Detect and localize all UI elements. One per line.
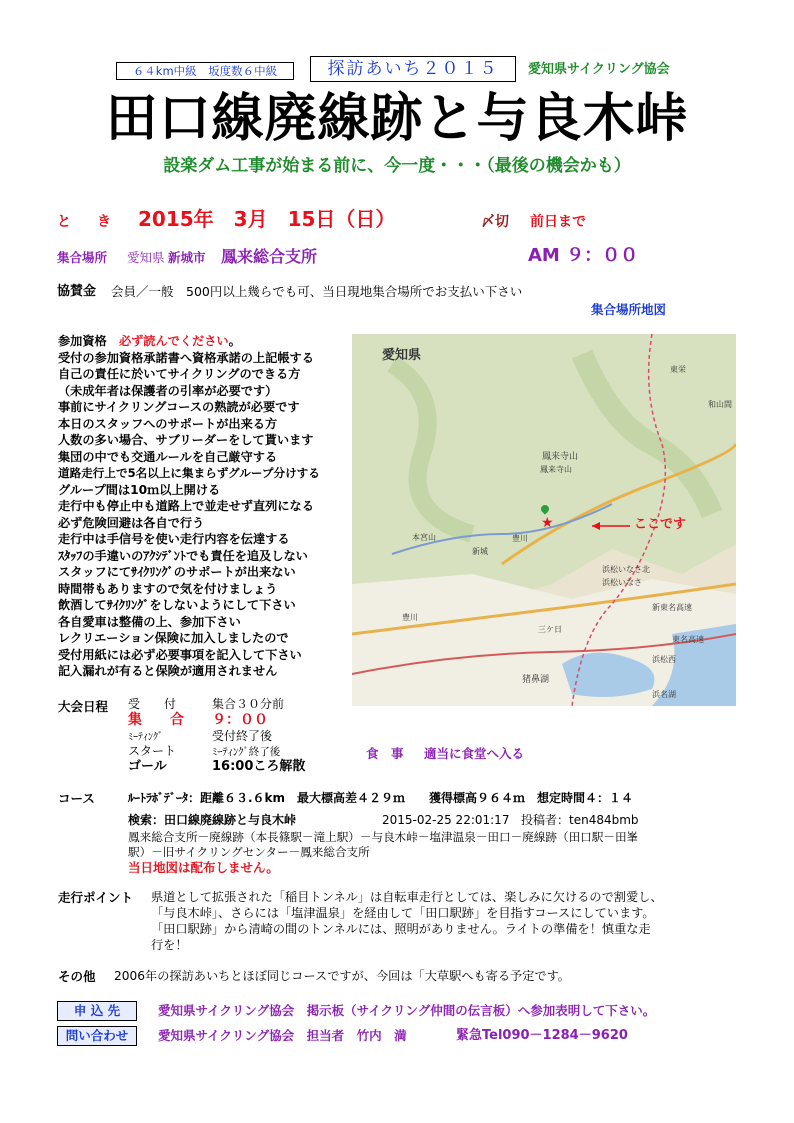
- eligibility-label: 参加資格: [58, 334, 107, 348]
- rule-line: レクリエーション保険に加入しましたので: [58, 631, 289, 645]
- rule-line: 受付の参加資格承諾書へ資格承諾の上記帳する: [58, 350, 314, 365]
- rule-line: グループ間は10ｍ以上開ける: [58, 482, 221, 497]
- map-prefecture-label: 愛知県: [382, 348, 422, 363]
- rule-line: 自己の責任に於いてサイクリングのできる方: [58, 367, 301, 381]
- meeting-map[interactable]: [352, 334, 736, 706]
- map-place-label: 東栄: [670, 365, 686, 374]
- schedule-item-name: ﾐｰﾃｨﾝｸﾞ: [128, 732, 163, 743]
- schedule-item-name: ゴール: [128, 759, 167, 774]
- rule-line: 受付用紙には必ず必要事項を記入して下さい: [58, 647, 302, 662]
- map-place-label: 浜松いなさ北: [602, 565, 650, 574]
- map-place-label: 和山間: [708, 400, 732, 409]
- course-search: 検索：田口線廃線跡と与良木峠: [128, 813, 297, 827]
- series-title: 探訪あいち２０１５: [310, 56, 516, 82]
- rule-line: 道路走行上で5名以上に集まらずグループ分けする: [58, 466, 320, 480]
- schedule-item-name: 集 合: [128, 712, 184, 728]
- meeting-label: 集合場所: [57, 250, 108, 265]
- points-line: 県道として拡張された「稲目トンネル」は自転車走行としては、楽しみに欠けるので割愛し、: [151, 890, 663, 904]
- map-place-label: 本宮山: [412, 533, 436, 542]
- rule-line: 走行中も停止中も道路上で並走せず直列になる: [58, 499, 314, 513]
- schedule-row: [128, 697, 348, 712]
- fee-text: 会員／一般 500円以上幾らでも可、当日現地集合場所でお支払い下さい: [111, 284, 523, 299]
- meal-label: 食 事: [366, 746, 404, 761]
- rule-line: 各自愛車は整備の上、参加下さい: [58, 614, 241, 629]
- meal-value: 適当に食堂へ入る: [424, 746, 525, 761]
- rule-line: 人数の多い場合、サブリーダーをして貰います: [58, 433, 314, 447]
- eligibility-section: [58, 333, 350, 680]
- map-place-label: 浜名湖: [652, 690, 676, 699]
- eligibility-heading: [58, 333, 350, 350]
- schedule-item-value: 受付終了後: [212, 729, 273, 743]
- main-title: 田口線廃線跡と与良木峠: [105, 89, 689, 149]
- rule-line: 事前にサイクリングコースの熟読が必要です: [58, 400, 300, 414]
- other-label: その他: [58, 969, 96, 984]
- map-caption: 集合場所地図: [591, 302, 667, 317]
- course-label: コース: [58, 791, 95, 806]
- schedule-item-value: ９：００: [212, 712, 268, 728]
- meeting-place: 鳳来総合支所: [221, 247, 318, 266]
- apply-label: 申 込 先: [57, 1001, 137, 1021]
- date-label: と き: [57, 214, 117, 230]
- deadline-label: 〆切: [481, 214, 509, 230]
- map-star-icon: ★: [541, 515, 554, 531]
- deadline-value: 前日まで: [530, 214, 586, 230]
- schedule-item-name: 受 付: [128, 697, 177, 711]
- association-name: 愛知県サイクリング協会: [528, 62, 670, 77]
- course-route-line: 駅）－旧サイクリングセンター－鳳来総合支所: [128, 845, 370, 859]
- meeting-prefecture: 愛知県: [127, 250, 165, 265]
- no-map-note: 当日地図は配布しません。: [128, 860, 279, 875]
- course-route-line: 鳳来総合支所－廃線跡（本長篠駅－滝上駅）－与良木峠－塩津温泉－田口－廃線跡（田口駅－田峯: [128, 830, 639, 844]
- points-label: 走行ポイント: [58, 890, 134, 905]
- map-arrow-label: ここです: [634, 517, 687, 532]
- course-stats: ﾙｰﾄﾗﾎﾞﾃﾞｰﾀ：距離６３.６km 最大標高差４２９ｍ 獲得標高９６４ｍ 想定時間４：１４: [128, 791, 634, 805]
- subtitle: 設楽ダム工事が始まる前に、今一度・・・（最後の機会かも）: [163, 156, 631, 176]
- points-line: 行を！: [151, 938, 188, 952]
- schedule-label: 大会日程: [58, 699, 109, 714]
- rule-line: 走行中は手信号を使い走行内容を伝達する: [58, 532, 290, 546]
- map-place-label: 新東名高速: [652, 603, 692, 612]
- schedule-row: [128, 759, 348, 775]
- map-place-label: 鳳来寺山: [542, 452, 579, 462]
- rule-line: 集団の中でも交通ルールを自己厳守する: [58, 449, 278, 464]
- meeting-time: AM ９：００: [528, 245, 639, 266]
- meeting-city: 新城市: [168, 250, 206, 265]
- contact-text: 愛知県サイクリング協会 担当者 竹内 満: [158, 1028, 407, 1043]
- points-line: 「与良木峠」、さらには「塩津温泉」を経由して「田口駅跡」を目指すコースにしています。: [151, 906, 655, 920]
- rule-line: スタッフにてｻｲｸﾘﾝｸﾞのサポートが出来ない: [58, 565, 296, 579]
- contact-phone: 緊急Tel090－1284－9620: [456, 1028, 628, 1043]
- rule-line: ｽﾀｯﾌの手違いのｱｸｼﾃﾞﾝﾄでも責任を追及しない: [58, 548, 308, 563]
- schedule-item-value: 集合３０分前: [212, 697, 285, 711]
- map-place-label: 東名高速: [672, 635, 704, 644]
- map-place-label: 三ケ日: [538, 625, 562, 634]
- rule-line: 必ず危険回避は各自で行う: [58, 515, 205, 530]
- rule-line: （未成年者は保護者の引率が必要です）: [58, 383, 278, 398]
- rule-line: 飲酒してｻｲｸﾘﾝｸﾞをしないようにして下さい: [58, 598, 296, 612]
- map-place-label: 新城: [472, 547, 488, 556]
- rule-line: 時間帯もありますので気を付けましょう: [58, 581, 278, 596]
- schedule-row: [128, 729, 348, 744]
- course-poster: 投稿者：ten484bmb: [521, 813, 639, 827]
- map-place-label: 浜松いなさ: [602, 578, 642, 587]
- map-place-label: 豊川: [402, 613, 418, 622]
- must-read-note: 必ず読んでください: [118, 334, 229, 348]
- schedule-item-value: ﾐｰﾃｨﾝｸﾞ終了後: [212, 746, 281, 758]
- apply-text: 愛知県サイクリング協会 掲示板（サイクリング仲間の伝言板）へ参加表明して下さい。: [158, 1003, 656, 1018]
- level-badge: ６４km中級 坂度数６中級: [116, 62, 294, 80]
- course-datetime: 2015-02-25 22:01:17: [382, 813, 510, 827]
- rule-line: 本日のスタッフへのサポートが出来る方: [58, 416, 278, 431]
- eligibility-end-mark: 。: [228, 334, 241, 348]
- fee-label: 協賛金: [57, 284, 97, 299]
- map-place-label: 浜松西: [652, 655, 676, 664]
- schedule-row: [128, 712, 348, 729]
- map-place-label: 豊川: [512, 534, 528, 543]
- map-place-label: 猪鼻湖: [522, 675, 550, 685]
- points-line: 「田口駅跡」から清崎の間のトンネルには、照明がありません。ライトの準備を！慎重な走: [151, 922, 651, 936]
- schedule-item-name: スタート: [128, 744, 177, 758]
- points-text: [151, 889, 751, 953]
- map-place-label: 鳳来寺山: [540, 465, 572, 474]
- contact-label: 問い合わせ: [57, 1026, 137, 1046]
- other-text: 2006年の探訪あいちとほぼ同じコースですが、今回は「大草駅へも寄る予定です。: [114, 969, 570, 983]
- event-date: 2015年 3月 15日（日）: [138, 207, 396, 231]
- schedule-table: [128, 697, 348, 775]
- schedule-row: [128, 744, 348, 759]
- rule-line: 記入漏れが有ると保険が適用されません: [58, 664, 278, 678]
- schedule-item-value: 16:00ころ解散: [212, 759, 306, 774]
